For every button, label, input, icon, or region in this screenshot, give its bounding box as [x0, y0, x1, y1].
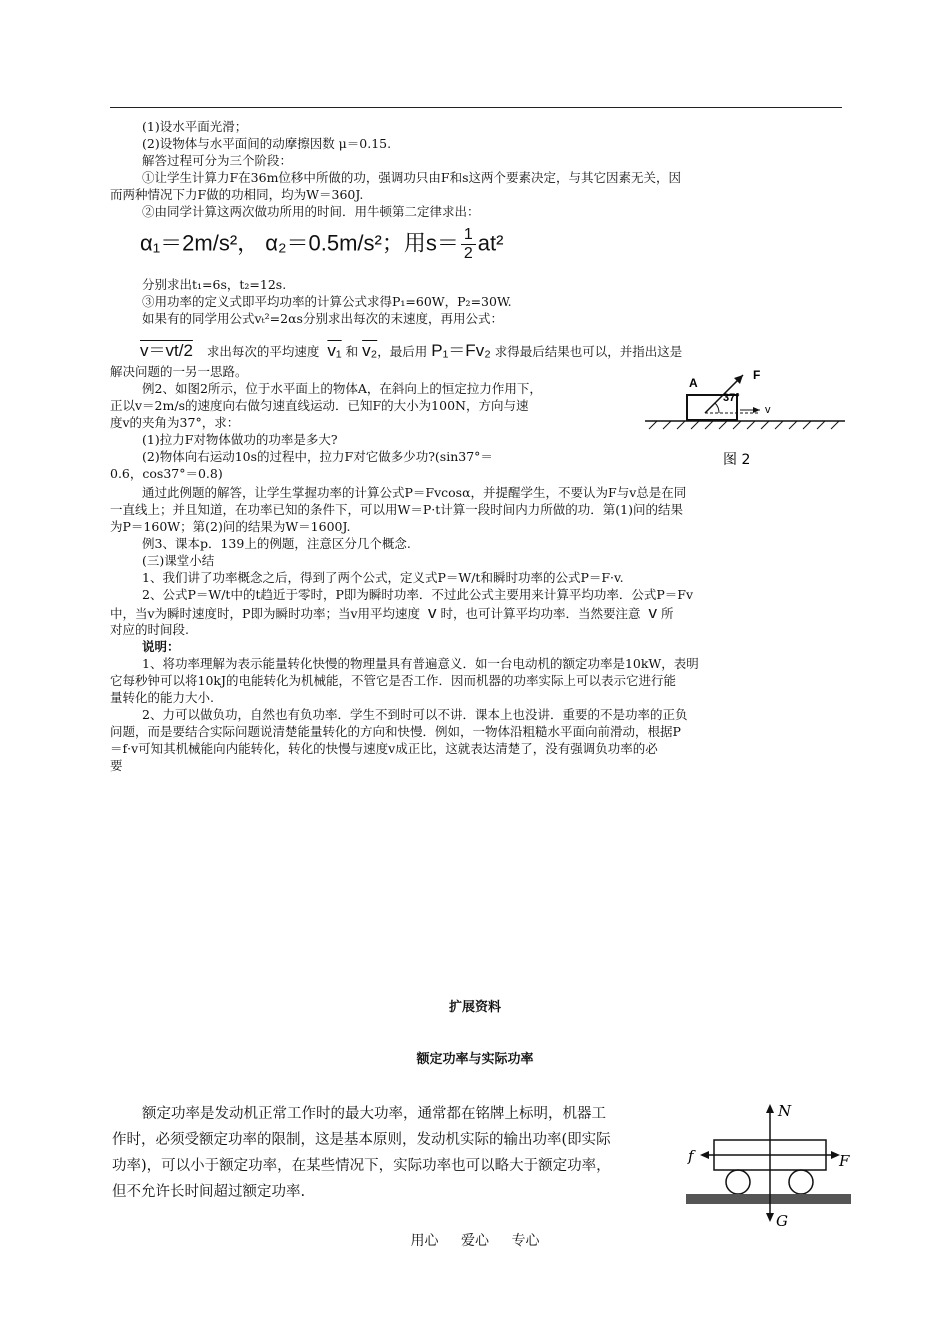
- text-span: 求得最后结果也可以，并指出这是: [494, 344, 683, 359]
- text-line: ＝f·v可知其机械能向内能转化，转化的快慢与速度v成正比，这就表达清楚了，没有强调负功率的必: [110, 741, 658, 756]
- text-line: 2、力可以做负功，自然也有负功率．学生不到时可以不讲．课本上也没讲．重要的不是功率的正负: [142, 707, 688, 722]
- formula-v1: v₁: [327, 341, 342, 360]
- text-line: 如果有的同学用公式vₜ²=2αs分别求出每次的末速度，再用公式：: [142, 311, 503, 326]
- fraction-denominator: 2: [463, 245, 473, 262]
- formula-line: [140, 340, 842, 363]
- friction-arrowhead: [700, 1151, 709, 1159]
- normal-arrowhead: [766, 1104, 774, 1113]
- text-line: 度v的夹角为37°，求：: [110, 415, 240, 430]
- text-line: (2)设物体与水平面间的动摩擦因数 μ＝0.15.: [142, 136, 392, 151]
- figure-2-diagram: [645, 363, 845, 473]
- text-line: (1)设水平面光滑；: [142, 119, 248, 134]
- text-span: 时，也可计算平均功率．当然要注意: [440, 606, 641, 621]
- text-line: 它每秒钟可以将10kJ的电能转化为机械能，不管它是否工作．因而机器的功率实际上可以表示它进行能: [110, 673, 676, 688]
- text-line: (2)物体向右运动10s的过程中，拉力F对它做多少功?(sin37°＝: [142, 449, 493, 464]
- extension-line: 功率)，可以小于额定功率，在某些情况下，实际功率也可以略大于额定功率，: [112, 1158, 611, 1174]
- ground: [686, 1194, 851, 1204]
- ground-hatching: [649, 421, 839, 429]
- text-line: 分别求出t₁=6s，t₂=12s.: [142, 277, 287, 292]
- text-line: 对应的时间段.: [110, 622, 189, 637]
- text-line: (三)课堂小结: [142, 553, 215, 568]
- text-span: ，最后用: [377, 344, 428, 359]
- note-heading: 说明：: [142, 639, 180, 654]
- text-line: 解答过程可分为三个阶段：: [142, 153, 293, 168]
- text-line: 例2、如图2所示，位于水平面上的物体A，在斜向上的恒定拉力作用下，: [142, 381, 542, 396]
- text-line: ③用功率的定义式即平均功率的计算公式求得P₁=60W，P₂=30W.: [142, 294, 512, 309]
- section-title: 额定功率与实际功率: [416, 1052, 534, 1067]
- page-footer: 用心 爱心 专心: [410, 1233, 540, 1249]
- text-line: 为P＝160W；第(2)问的结果为W＝1600J.: [110, 519, 351, 534]
- text-span: 中，当v为瞬时速度时，P即为瞬时功率；当v用平均速度: [110, 606, 421, 621]
- header-rule: [110, 107, 842, 108]
- text-line: 量转化的能力大小.: [110, 690, 214, 705]
- text-line: 要: [110, 758, 123, 773]
- cart-wheel-left: [726, 1170, 750, 1194]
- extension-line: 作时，必须受额定功率的限制，这是基本原则，发动机实际的输出功率(即实际: [112, 1132, 611, 1148]
- section-heading: 扩展资料: [448, 1000, 501, 1015]
- cart-force-diagram: [686, 1100, 851, 1230]
- text-line: ①让学生计算力F在36m位移中所做的功，强调功只由F和s这两个要素决定，与其它因素无关，因: [142, 170, 682, 185]
- text-line: 2、公式P＝W/t中的t趋近于零时，P即为瞬时功率．不过此公式主要用来计算平均功率．公式P＝Fv: [142, 587, 694, 602]
- label-friction: f: [688, 1147, 694, 1165]
- text-line: ②由同学计算这两次做功所用的时间．用牛顿第二定律求出：: [142, 204, 480, 219]
- text-line: 一直线上；并且知道，在功率已知的条件下，可以用W＝P·t计算一段时间内力所做的功．第(1)问的结果: [110, 502, 683, 517]
- formula-v2: v₂: [362, 341, 378, 360]
- text-span: 所: [661, 606, 674, 621]
- text-line: 解决问题的一另一思路。: [110, 364, 248, 379]
- formula-at2: at²: [477, 230, 504, 256]
- text-span: 和: [345, 344, 359, 359]
- formula-p1: P₁＝Fv₂: [431, 341, 491, 360]
- formula-vbar: $\overline{v}$: [428, 603, 437, 622]
- formula-accel: α₁＝2m/s²， α₂＝0.5m/s²；用s＝: [140, 230, 459, 256]
- text-line: 1、我们讲了功率概念之后，得到了两个公式，定义式P＝W/t和瞬时功率的公式P＝F·v.: [142, 570, 624, 585]
- formula-vavg: v＝vt/2: [140, 341, 193, 360]
- acceleration-formula: [140, 226, 503, 263]
- fraction-numerator: 1: [461, 226, 476, 245]
- label-f: F: [753, 368, 761, 382]
- text-line: 0.6，cos37°＝0.8): [110, 466, 223, 481]
- label-n: N: [778, 1102, 792, 1120]
- text-line: 通过此例题的解答，让学生掌握功率的计算公式P＝Fvcosα，并提醒学生，不要认为F与v总是在同: [142, 485, 687, 500]
- text-line: 问题，而是要结合实际问题说清楚能量转化的方向和快慢．例如，一物体沿粗糙水平面向前滑动，根据P: [110, 724, 681, 739]
- formula-fraction: [461, 226, 476, 263]
- extension-line: 额定功率是发动机正常工作时的最大功率，通常都在铭牌上标明，机器工: [142, 1106, 606, 1122]
- text-line: 而两种情况下力F做的功相同，均为W＝360J.: [110, 187, 364, 202]
- text-line: 例3、课本p．139上的例题，注意区分几个概念.: [142, 536, 411, 551]
- label-angle: 37°: [723, 392, 740, 404]
- label-a: A: [689, 376, 698, 390]
- label-g: G: [776, 1212, 788, 1230]
- text-span: 求出每次的平均速度: [206, 344, 320, 359]
- cart-wheel-right: [789, 1170, 813, 1194]
- gravity-arrowhead: [766, 1213, 774, 1222]
- velocity-arrowhead: [753, 407, 760, 413]
- label-pull: F: [839, 1152, 850, 1170]
- formula-vbar: $\overline{v}$: [648, 603, 658, 622]
- text-line: 正以v＝2m/s的速度向右做匀速直线运动．已知F的大小为100N，方向与速: [110, 398, 529, 413]
- label-v: v: [765, 404, 771, 416]
- figure-caption: 图 2: [723, 452, 751, 468]
- angle-arc: [715, 403, 719, 413]
- text-line: (1)拉力F对物体做功的功率是多大?: [142, 432, 338, 447]
- extension-line: 但不允许长时间超过额定功率.: [112, 1184, 306, 1200]
- text-line: 1、将功率理解为表示能量转化快慢的物理量具有普遍意义．如一台电动机的额定功率是10kW，表明: [142, 656, 699, 671]
